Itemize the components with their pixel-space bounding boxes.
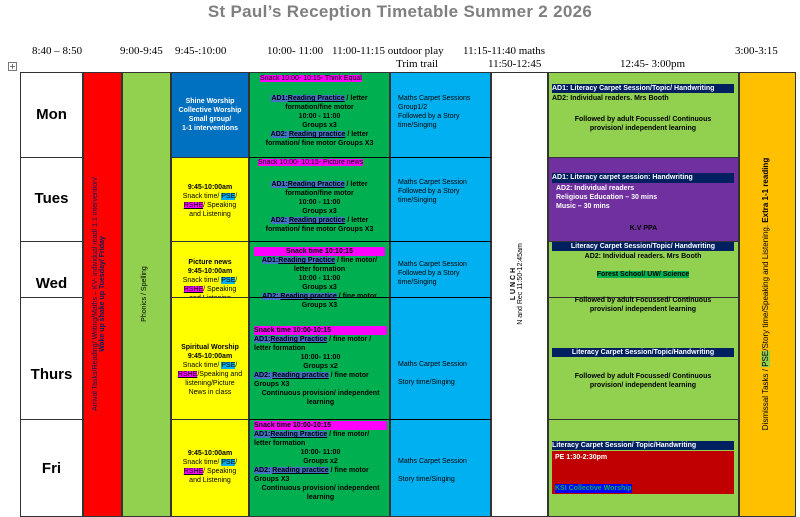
time-header-trim-trail: Trim trail bbox=[396, 58, 439, 70]
time-header-0840: 8:40 – 8:50 bbox=[32, 45, 83, 57]
reading-wed-body: Snack time 10:10:15 AD1:Reading Practice / fine motor/ letter formation 10:00 - 11:00 Groups x3 Groups X3 bbox=[254, 247, 385, 310]
afternoon-wed-readers: AD2: Individual readers. Mrs Booth bbox=[584, 253, 702, 260]
afternoon-thu-heading: Literacy Carpet Session/Topic/Handwriting bbox=[552, 348, 734, 357]
row-divider bbox=[390, 297, 491, 298]
arrival-line-1: Arrival Tasks/Reading/ Writing/Maths – KV- individual read/ 1:1 intervention/ bbox=[92, 177, 99, 411]
reading-tue-body: AD1:Reading Practice / letter formation/fine motor 10:00 - 11:00 Groups x3 AD2: Reading practice / letter formation/ fine motor Groups X3 bbox=[265, 181, 374, 233]
worship-text-mon bbox=[171, 97, 249, 133]
maths-mon: Maths Carpet Sessions Group1/2 Followed by a Story time/Singing bbox=[398, 95, 471, 129]
snack-text-fri: 9:45-10:00am Snack time/ PSE/ RSHE/ Speaking and Listening bbox=[182, 450, 238, 484]
row-divider bbox=[390, 419, 491, 420]
snack-text-wed: Picture news 9:45-10:00am Snack time/ PSE/ RSHE/ Speaking bbox=[182, 259, 238, 293]
afternoon-wed-heading: Literacy Carpet Session/Topic/ Handwriting bbox=[552, 242, 734, 251]
reading-thu-body: Snack time 10:00-10:15 AD1:Reading Practice / fine motor / letter formation 10:00- 11:00 Groups x2 AD2: Reading practice / fine motor Groups X3 Continuous provision/ independent learning bbox=[254, 326, 387, 407]
afternoon-tue-body: AD2: Individual readers Religious Education – 30 mins Music – 30 mins bbox=[556, 185, 658, 210]
time-header-1100: 11:00-11:15 outdoor play bbox=[332, 45, 444, 57]
time-header-1115: 11:15-11:40 maths bbox=[463, 45, 545, 57]
row-divider bbox=[390, 157, 491, 158]
day-label-wed: Wed bbox=[35, 275, 68, 292]
row-divider bbox=[249, 157, 390, 158]
afternoon-mon-followed: Followed by adult Focussed/ Continuous provision/ independent learning bbox=[574, 116, 712, 132]
afternoon-mon-heading: AD1: Literacy Carpet Session/Topic/ Handwriting bbox=[552, 84, 734, 93]
snack-tue-time: 9:45-10:00am bbox=[187, 184, 233, 191]
worship-mon-line-3: Small group/ bbox=[188, 116, 232, 123]
maths-fri: Maths Carpet Session Story time/Singing bbox=[398, 458, 467, 483]
maths-wed: Maths Carpet Session Followed by a Story time/Singing bbox=[398, 261, 467, 286]
worship-mon-line-4: 1-1 interventions bbox=[181, 125, 238, 132]
afternoon-tue-heading: AD1: Literacy carpet session: Handwriting bbox=[552, 173, 734, 183]
table-move-handle[interactable]: + bbox=[9, 62, 16, 71]
maths-tue: Maths Carpet Session Followed by a Story time/Singing bbox=[398, 179, 467, 204]
arrival-line-2: Wake up shake up Tuesday/ Friday bbox=[99, 236, 106, 352]
maths-column bbox=[390, 72, 491, 517]
afternoon-wed-followed: Followed by adult Focussed/ Continuous provision/ independent learning bbox=[574, 297, 712, 313]
time-header-0900: 9:00-9:45 bbox=[120, 45, 163, 57]
afternoon-mon-readers: AD2: Individual readers. Mrs Booth bbox=[552, 95, 669, 102]
afternoon-fri-pe: PE 1:30-2:30pm bbox=[555, 454, 608, 461]
lunch-word: L U N C H bbox=[510, 267, 517, 301]
dismissal-text: Dismissal Tasks / PSE/Story time/Speaking and Listening. Extra 1-1 reading bbox=[761, 157, 770, 431]
time-header-1000: 10:00- 11:00 bbox=[267, 45, 324, 57]
phonics-label: Phonics / Spelling bbox=[141, 266, 148, 322]
afternoon-fri-heading: Literacy Carpet Session/ Topic/Handwriting bbox=[552, 441, 734, 450]
reading-tue: Snack 10:00- 10:15- Picture news bbox=[258, 159, 364, 166]
snack-text-thu: Spiritual Worship 9:45-10:00am Snack time/ PSE/ RSHE/Speaking and listening/Picture News in class bbox=[177, 344, 243, 396]
row-divider bbox=[249, 297, 390, 298]
maths-thu: Maths Carpet Session Story time/Singing bbox=[398, 361, 467, 386]
day-label-mon: Mon bbox=[36, 106, 67, 123]
arrival-text bbox=[92, 94, 114, 494]
afternoon-fri-worship: KSI Collective Worship bbox=[555, 485, 632, 492]
time-header-1150: 11:50-12:45 bbox=[488, 58, 542, 70]
row-divider bbox=[249, 419, 390, 420]
day-cell-thu bbox=[20, 297, 83, 420]
afternoon-wed-forest: Forest School/ UW/ Science bbox=[596, 271, 690, 278]
day-label-thu: Thurs bbox=[30, 366, 73, 383]
lunch-detail: N and Rec 11:50-12:45am bbox=[517, 243, 524, 325]
day-label-tue: Tues bbox=[34, 190, 69, 207]
reading-fri-body: Snack time 10:00-10:15 AD1:Reading Practice / fine motor/ letter formation 10:00- 11:00 Groups x2 AD2: Reading practice / fine motor Groups X3 Continuous provision/ independent learning bbox=[254, 421, 387, 502]
row-divider bbox=[249, 241, 390, 242]
reading-mon-body: AD1:Reading Practice / letter formation/fine motor 10:00 - 11:00 Groups x3 AD2: Reading practice / letter formation/ fine motor Groups X3 bbox=[265, 95, 374, 147]
row-divider bbox=[390, 241, 491, 242]
time-header-1245: 12:45- 3:00pm bbox=[620, 58, 686, 70]
afternoon-thu-followed: Followed by adult Focussed/ Continuous provision/ independent learning bbox=[574, 373, 712, 389]
worship-mon-line-2: Collective Worship bbox=[178, 107, 242, 114]
day-label-fri: Fri bbox=[41, 460, 62, 477]
time-header-0945: 9:45-:10:00 bbox=[175, 45, 227, 57]
snack-text-tue: 9:45-10:00am Snack time/ PSE/ RSHE/ Speaking and Listening bbox=[171, 183, 249, 219]
time-header-1500: 3:00-3:15 bbox=[735, 45, 778, 57]
page-title: St Paul’s Reception Timetable Summer 2 2026 bbox=[207, 2, 593, 21]
reading-mon: Snack 10:00- 10:15- Think Equal bbox=[260, 75, 362, 82]
worship-mon-line-1: Shine Worship bbox=[185, 98, 235, 105]
lunch-text bbox=[510, 199, 532, 369]
afternoon-cell-thu bbox=[548, 297, 739, 420]
afternoon-tue-ppa: K.V PPA bbox=[629, 225, 658, 232]
